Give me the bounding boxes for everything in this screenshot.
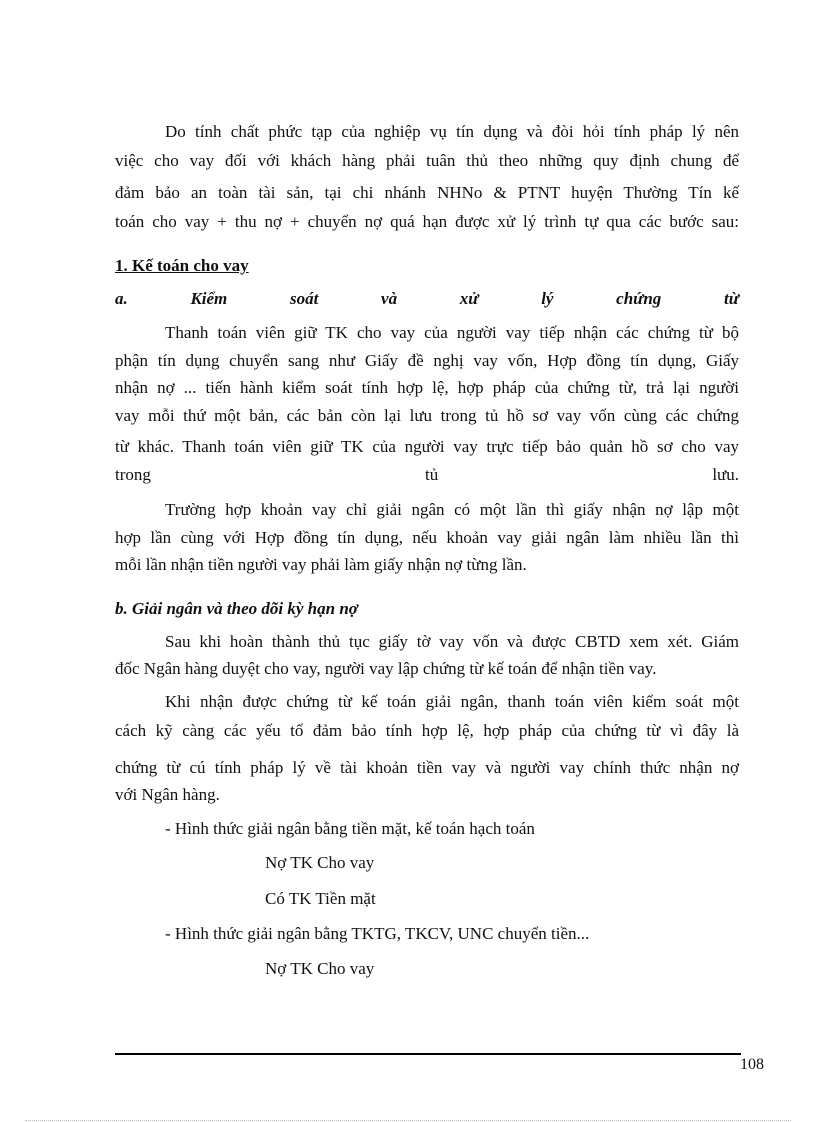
- subheading-a-word: xử: [459, 289, 479, 308]
- subheading-a-word: soát: [290, 289, 319, 308]
- paragraph-3-line-3: mỗi lần nhận tiền người vay phải làm giấy nhận nợ từng lần.: [115, 555, 527, 574]
- paragraph-2-line-5: từ khác. Thanh toán viên giữ TK của người vay trực tiếp bảo quản hồ sơ cho vay: [115, 437, 739, 456]
- page-number: 108: [740, 1056, 764, 1073]
- paragraph-5-line-4: với Ngân hàng.: [115, 785, 220, 804]
- paragraph-2-line-2: phận tín dụng chuyển sang như Giấy đề nghị vay vốn, Hợp đồng tín dụng, Giấy: [115, 351, 739, 370]
- entry-credit-cash: Có TK Tiền mặt: [265, 889, 376, 908]
- paragraph-3-line-1: Trường hợp khoản vay chỉ giải ngân có một lần thì giấy nhận nợ lập một: [165, 500, 739, 519]
- paragraph-2-line-6: [115, 464, 739, 486]
- subheading-a-word: và: [381, 289, 398, 308]
- paragraph-4-line-1: Sau khi hoàn thành thủ tục giấy tờ vay vốn và được CBTD xem xét. Giám: [165, 632, 739, 651]
- entry-debit-loan: Nợ TK Cho vay: [265, 853, 375, 872]
- page-edge-divider: [25, 1120, 791, 1121]
- paragraph-1-line-2: việc cho vay đối với khách hàng phải tuân thủ theo những quy định chung để: [115, 151, 739, 170]
- subheading-a-word: Kiểm: [190, 289, 228, 308]
- section-heading-1: 1. Kế toán cho vay: [115, 256, 249, 275]
- subheading-b: b. Giải ngân và theo dõi kỳ hạn nợ: [115, 599, 358, 618]
- paragraph-1-line-4: toán cho vay + thu nợ + chuyển nợ quá hạn được xử lý trình tự qua các bước sau:: [115, 212, 739, 231]
- paragraph-5-line-1: Khi nhận được chứng từ kế toán giải ngân, thanh toán viên kiểm soát một: [165, 692, 739, 711]
- paragraph-2-word: tủ: [424, 465, 439, 484]
- paragraph-5-line-3: chứng từ cú tính pháp lý về tài khoản tiền vay và người vay chính thức nhận nợ: [115, 758, 739, 777]
- disbursement-transfer-item: - Hình thức giải ngân bằng TKTG, TKCV, UNC chuyển tiền...: [165, 924, 590, 943]
- paragraph-4-line-2: đốc Ngân hàng duyệt cho vay, người vay lập chứng từ kế toán để nhận tiền vay.: [115, 659, 657, 678]
- paragraph-5-line-2: cách kỹ càng các yếu tố đảm bảo tính hợp lệ, hợp pháp của chứng từ vì đây là: [115, 721, 739, 740]
- subheading-a: [115, 288, 739, 310]
- paragraph-2-line-4: vay mỗi thứ một bản, các bản còn lại lưu trong tủ hồ sơ vay vốn cùng các chứng: [115, 406, 739, 425]
- footer-rule: [115, 1053, 741, 1055]
- paragraph-2-line-3: nhận nợ ... tiến hành kiểm soát tính hợp lệ, hợp pháp của chứng từ, trả lại người: [115, 378, 739, 397]
- paragraph-2-line-1: Thanh toán viên giữ TK cho vay của người vay tiếp nhận các chứng từ bộ: [165, 323, 739, 342]
- entry-debit-loan-2: Nợ TK Cho vay: [265, 959, 375, 978]
- disbursement-cash-item: - Hình thức giải ngân bằng tiền mặt, kế toán hạch toán: [165, 819, 535, 838]
- paragraph-2-word: trong: [115, 465, 151, 484]
- paragraph-2-word: lưu.: [712, 465, 739, 484]
- paragraph-1-line-1: Do tính chất phức tạp của nghiệp vụ tín dụng và đòi hỏi tính pháp lý nên: [165, 122, 739, 141]
- subheading-a-word: từ: [724, 289, 739, 308]
- paragraph-3-line-2: hợp lần cùng với Hợp đồng tín dụng, nếu khoản vay giải ngân làm nhiều lần thì: [115, 528, 739, 547]
- subheading-a-word: lý: [541, 289, 554, 308]
- subheading-a-word: chứng: [616, 289, 662, 308]
- subheading-a-word: a.: [115, 289, 128, 308]
- paragraph-1-line-3: đảm bảo an toàn tài sản, tại chi nhánh NHNo & PTNT huyện Thường Tín kế: [115, 183, 739, 202]
